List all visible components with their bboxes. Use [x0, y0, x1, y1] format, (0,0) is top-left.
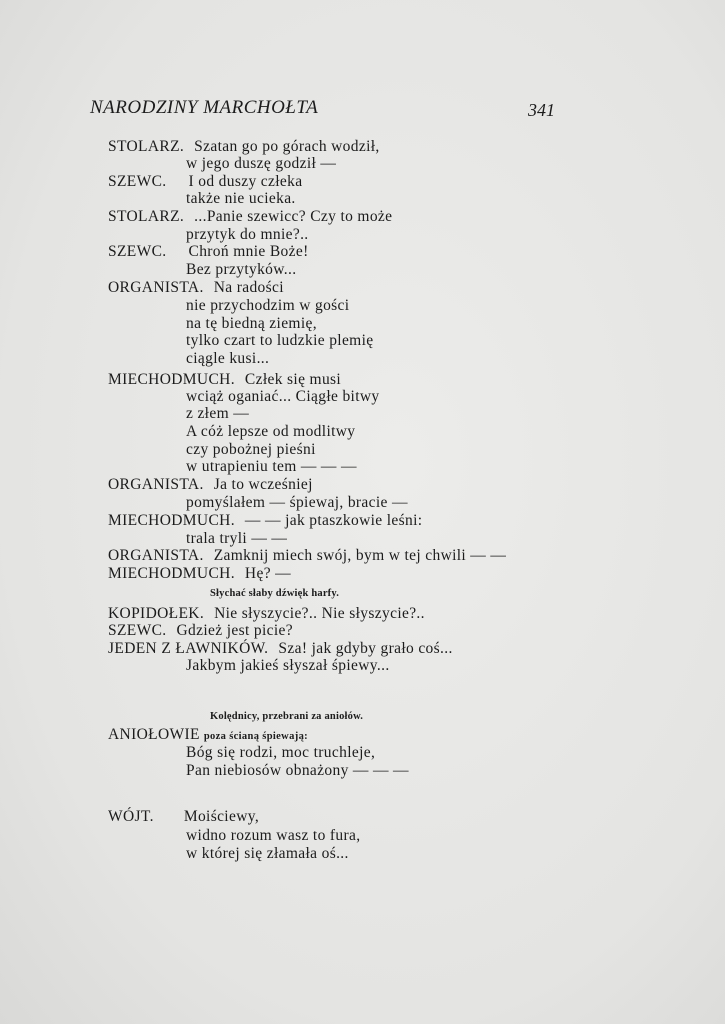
verse-line: Bóg się rodzi, moc truchleje,: [186, 744, 376, 761]
line-text: — — jak ptaszkowie leśni:: [244, 512, 423, 529]
dialogue-line: [108, 173, 302, 191]
page-number: 341: [528, 100, 555, 120]
line-text: Nie słyszycie?.. Nie słyszycie?..: [214, 605, 425, 622]
dialogue-line: [108, 726, 308, 746]
verse-line: czy pobożnej pieśni: [186, 441, 316, 458]
line-text: Gdzież jest picie?: [176, 622, 293, 639]
dialogue-line: [108, 371, 341, 389]
speaker: KOPIDOŁEK.: [108, 605, 205, 622]
dialogue-line: [108, 243, 309, 261]
verse-line: przytyk do mnie?..: [186, 226, 309, 243]
line-text: Ja to wcześniej: [213, 476, 313, 493]
dialogue-line: [108, 208, 392, 226]
verse-line: z złem —: [186, 405, 250, 422]
line-text: Sza! jak gdyby grało coś...: [278, 640, 453, 657]
speaker: ORGANISTA.: [108, 547, 204, 564]
verse-line: trala tryli — —: [186, 530, 288, 547]
running-header: NARODZINY MARCHOŁTA: [90, 97, 319, 118]
stage-direction: Słychać słaby dźwięk harfy.: [210, 588, 340, 599]
verse-line: na tę biedną ziemię,: [186, 315, 317, 332]
speaker: SZEWC.: [108, 243, 167, 260]
dialogue-line: [108, 138, 380, 156]
line-text: Człek się musi: [244, 371, 342, 388]
speaker: MIECHODMUCH.: [108, 371, 235, 388]
stage-direction: Kolędnicy, przebrani za aniołów.: [210, 711, 364, 722]
line-text: Chroń mnie Boże!: [188, 243, 309, 260]
line-text: ...Panie szewicc? Czy to może: [194, 208, 393, 225]
verse-line: tylko czart to ludzkie plemię: [186, 332, 374, 349]
speaker: ORGANISTA.: [108, 279, 204, 296]
speaker: JEDEN Z ŁAWNIKÓW.: [108, 640, 269, 657]
line-text: Moiściewy,: [183, 808, 260, 825]
speaker: SZEWC.: [108, 622, 167, 639]
dialogue-line: [108, 605, 425, 623]
speaker: WÓJT.: [108, 808, 154, 825]
dialogue-line: [108, 547, 506, 565]
dialogue-line: [108, 476, 313, 494]
dialogue-line: [108, 808, 259, 826]
line-text: I od duszy człeka: [188, 173, 303, 190]
verse-line: Pan niebiosów obnażony — — —: [186, 762, 409, 779]
verse-line: także nie ucieka.: [186, 190, 296, 207]
stage-direction-inline: poza ścianą śpiewają:: [203, 731, 309, 742]
dialogue-line: [108, 622, 293, 640]
speaker: ANIOŁOWIE: [108, 726, 200, 743]
verse-line: pomyślałem — śpiewaj, bracie —: [186, 494, 408, 511]
verse-line: nie przychodzim w gości: [186, 297, 350, 314]
verse-line: w utrapieniu tem — — —: [186, 458, 357, 475]
verse-line: A cóż lepsze od modlitwy: [186, 423, 356, 440]
line-text: Zamknij miech swój, bym w tej chwili — —: [213, 547, 507, 564]
line-text: Na radości: [213, 279, 284, 296]
line-text: Hę? —: [244, 565, 291, 582]
speaker: STOLARZ.: [108, 208, 185, 225]
verse-line: widno rozum wasz to fura,: [186, 827, 361, 844]
verse-line: wciąż oganiać... Ciągłe bitwy: [186, 388, 380, 405]
verse-line: Bez przytyków...: [186, 261, 297, 278]
speaker: STOLARZ.: [108, 138, 185, 155]
speaker: MIECHODMUCH.: [108, 565, 235, 582]
line-text: Szatan go po górach wodził,: [194, 138, 380, 155]
speaker: ORGANISTA.: [108, 476, 204, 493]
dialogue-line: [108, 640, 453, 658]
verse-line: Jakbym jakieś słyszał śpiewy...: [186, 657, 390, 674]
speaker: MIECHODMUCH.: [108, 512, 235, 529]
speaker: SZEWC.: [108, 173, 167, 190]
verse-line: w jego duszę godził —: [186, 155, 337, 172]
dialogue-line: [108, 279, 284, 297]
dialogue-line: [108, 512, 422, 530]
verse-line: ciągle kusi...: [186, 350, 270, 367]
dialogue-line: [108, 565, 291, 583]
verse-line: w której się złamała oś...: [186, 845, 349, 862]
